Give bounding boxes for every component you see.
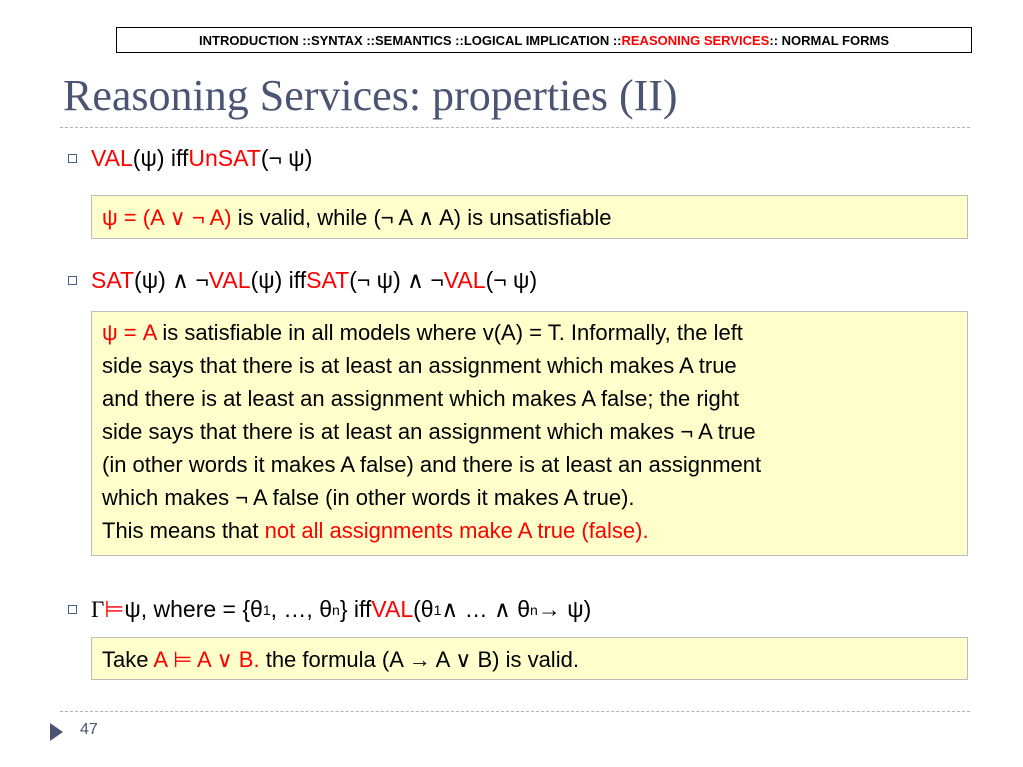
val-term: VAL	[371, 596, 414, 622]
bullet-text: (¬ ψ) ∧ ¬	[349, 267, 444, 293]
bullet-text: ψ, where = {θ	[124, 596, 263, 622]
bullet-text: , …, θ	[270, 596, 333, 622]
bullet-text: (¬ ψ)	[260, 145, 313, 171]
bullet-3	[68, 596, 591, 623]
val-term: VAL	[208, 267, 251, 293]
subscript: 1	[433, 601, 442, 618]
subscript: n	[332, 601, 340, 618]
box-line	[102, 514, 957, 547]
bullet-text: (ψ) iff	[250, 267, 307, 293]
subscript: 1	[262, 601, 271, 618]
bullet-square-icon	[68, 276, 77, 285]
box-line	[102, 316, 957, 349]
conclusion-red: not all assignments make A true (false).	[264, 518, 649, 543]
box-line: side says that there is at least an assignment which makes A true	[102, 353, 737, 378]
example-box-1	[91, 195, 968, 239]
formula-red: ψ = A	[102, 320, 157, 345]
gamma-symbol: Γ	[91, 596, 105, 622]
box-text: the formula (A → A ∨ B) is valid.	[259, 647, 579, 672]
nav-intro[interactable]: INTRODUCTION ::	[199, 32, 311, 48]
nav-semantics[interactable]: SEMANTICS ::	[374, 32, 464, 48]
example-box-3	[91, 637, 968, 680]
box-line: (in other words it makes A false) and there is at least an assignment	[102, 452, 762, 477]
formula-red: ψ = (A ∨ ¬ A)	[102, 205, 232, 230]
nav-implication[interactable]: LOGICAL IMPLICATION ::	[463, 32, 622, 48]
box-text: This means that	[102, 518, 265, 543]
bullet-text: (ψ) ∧ ¬	[134, 267, 209, 293]
bullet-text: (¬ ψ)	[485, 267, 538, 293]
nav-normal-forms[interactable]: :: NORMAL FORMS	[769, 32, 889, 48]
bullet-1	[68, 145, 312, 172]
sat-term: SAT	[306, 267, 350, 293]
bullet-2	[68, 267, 537, 294]
bullet-square-icon	[68, 605, 77, 614]
play-triangle-icon	[50, 723, 63, 741]
bullet-text: ∧ … ∧ θ	[441, 596, 531, 622]
box-line: which makes ¬ A false (in other words it makes A true).	[102, 485, 635, 510]
subscript: n	[530, 601, 538, 618]
bullet-text: (ψ) iff	[132, 145, 189, 171]
slide-title: Reasoning Services: properties (II)	[63, 71, 678, 120]
models-symbol: ⊨	[104, 596, 125, 622]
footer-divider	[60, 711, 970, 712]
box-line: side says that there is at least an assignment which makes ¬ A true	[102, 419, 756, 444]
box-text: is valid, while (¬ A ∧ A) is unsatisfiable	[231, 205, 612, 230]
section-nav	[116, 27, 972, 53]
box-text: is satisfiable in all models where v(A) = T. Informally, the left	[156, 320, 743, 345]
box-text: Take	[102, 647, 154, 672]
val-term: VAL	[443, 267, 486, 293]
box-line: and there is at least an assignment which makes A false; the right	[102, 386, 740, 411]
nav-syntax[interactable]: SYNTAX ::	[310, 32, 375, 48]
title-divider	[60, 127, 970, 128]
unsat-term: UnSAT	[188, 145, 261, 171]
val-term: VAL	[91, 145, 133, 171]
bullet-text: } iff	[339, 596, 372, 622]
bullet-text: → ψ)	[537, 596, 592, 622]
formula-red: A ⊨ A ∨ B.	[153, 647, 260, 672]
nav-reasoning-current[interactable]: REASONING SERVICES	[621, 32, 770, 48]
example-box-2	[91, 311, 968, 556]
sat-term: SAT	[91, 267, 135, 293]
bullet-square-icon	[68, 154, 77, 163]
bullet-text: (θ	[413, 596, 434, 622]
page-number: 47	[80, 721, 98, 738]
